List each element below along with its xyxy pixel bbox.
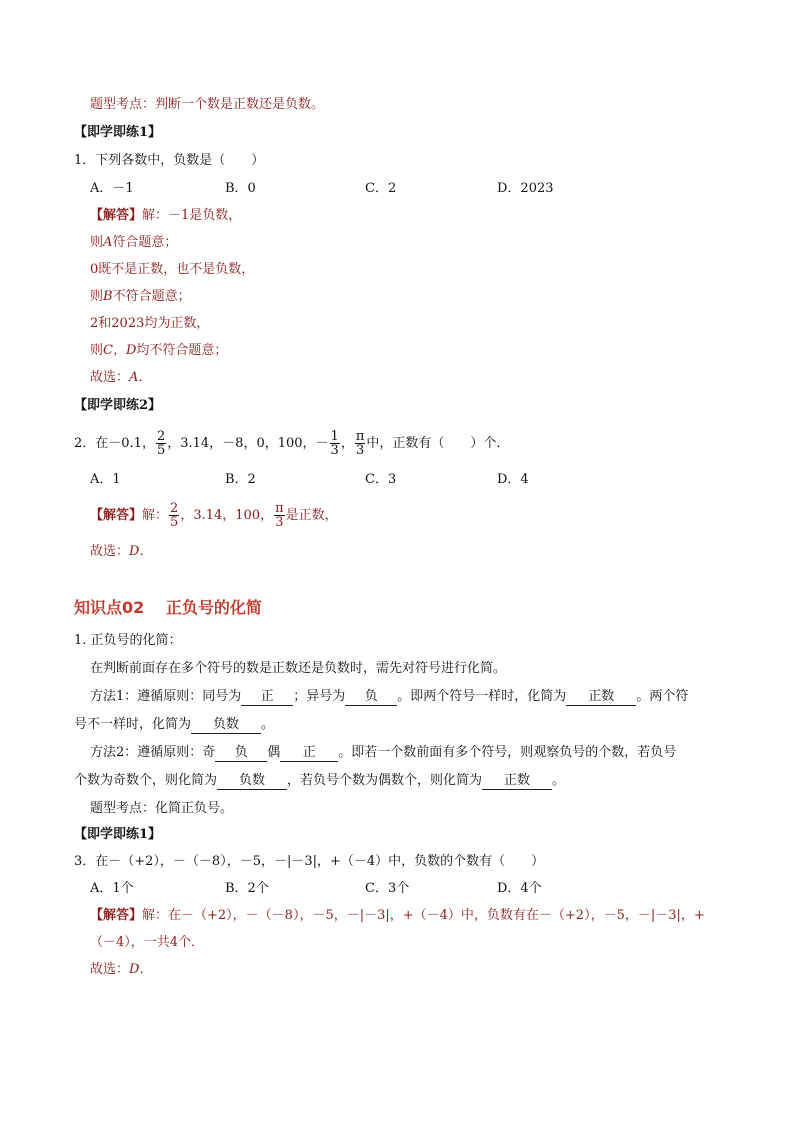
answer-text: 则 <box>90 343 104 358</box>
blank-answer: 负数 <box>217 773 287 790</box>
method-text: 方法1：遵循原则：同号为 <box>90 689 242 704</box>
q1-answer-line4 <box>90 288 191 306</box>
answer-var: A <box>103 235 113 250</box>
method-text: 。即若一个数前面有多个符号，则观察负号的个数，若负号 <box>338 745 677 760</box>
q1-option-a: A．－1 <box>90 181 134 196</box>
q3-answer-select <box>90 961 152 979</box>
answer-text: 解：在－（+2），－（－8），－5，－|－3|，+（－4）中，负数有在－（+2），－5，－|－3|，+ <box>142 908 705 923</box>
q1-option-b: B．0 <box>225 181 256 196</box>
answer-text: 故选： <box>90 962 130 977</box>
answer-label: 【解答】 <box>90 908 143 923</box>
section02-item1: 1. 正负号的化简： <box>74 633 182 648</box>
q3-answer-line1 <box>90 907 705 925</box>
q1-stem: 1．下列各数中，负数是（ ） <box>74 153 265 168</box>
q2-option-b: B．2 <box>225 472 256 487</box>
answer-text: 是正数， <box>285 508 338 523</box>
section02-intro: 在判断前面存在多个符号的数是正数还是负数时，需先对符号进行化简。 <box>90 661 507 676</box>
answer-text: ，3.14，100， <box>180 508 274 523</box>
kaodian-1: 题型考点：判断一个数是正数还是负数。 <box>90 97 325 112</box>
q2-answer <box>90 496 338 536</box>
blank-answer: 正数 <box>566 689 636 706</box>
answer-label: 【解答】 <box>90 208 143 223</box>
fraction-denominator: 5 <box>170 515 179 530</box>
stem-text: ，3.14，－8，0，100，－ <box>167 436 329 451</box>
fraction-numerator: π <box>275 501 284 516</box>
stem-text: ， <box>340 436 354 451</box>
answer-choice: A． <box>129 370 152 385</box>
fraction-pi-3 <box>355 430 366 457</box>
blank-answer: 正数 <box>482 773 552 790</box>
kaodian-2: 题型考点：化简正负号。 <box>90 801 234 816</box>
q1-answer-line5: 2和2023均为正数， <box>90 316 210 331</box>
method2-line2 <box>74 772 565 790</box>
q1-option-c: C．2 <box>365 181 397 196</box>
fraction-denominator: 3 <box>275 515 284 530</box>
method-text: ；异号为 <box>293 689 346 704</box>
q2-option-d: D．4 <box>497 472 529 487</box>
fraction-numerator: 2 <box>156 429 166 444</box>
answer-text: 故选： <box>90 370 130 385</box>
q1-answer-select <box>90 369 151 387</box>
answer-var: C，D <box>103 343 137 358</box>
answer-label: 【解答】 <box>90 508 143 523</box>
q1-answer-line6 <box>90 342 227 360</box>
q2-option-a: A．1 <box>90 472 121 487</box>
q3-option-c: C．3个 <box>365 881 410 896</box>
q1-answer-line1 <box>90 207 241 225</box>
q3-option-a: A．1个 <box>90 881 134 896</box>
answer-text: 故选： <box>90 544 130 559</box>
method-text: 。即两个符号一样时，化简为 <box>397 689 567 704</box>
q3-answer-line2: （－4），一共4个． <box>90 935 205 950</box>
answer-text: 解： <box>142 508 169 523</box>
method-text: 偶 <box>267 745 281 760</box>
answer-var: B <box>103 289 113 304</box>
blank-answer: 负 <box>345 689 397 706</box>
answer-text: 符合题意； <box>112 235 178 250</box>
q1-answer-line2 <box>90 234 177 252</box>
fraction-pi-3 <box>274 502 285 529</box>
answer-text: 则 <box>90 235 104 250</box>
q3-stem: 3．在－（+2），－（－8），－5，－|－3|，+（－4）中，负数的个数有（ ） <box>74 854 545 869</box>
lianxi-label-1: 【即学即练1】 <box>74 125 162 140</box>
answer-text: 解：－1是负数， <box>142 208 242 223</box>
fraction-2-5 <box>156 430 166 457</box>
stem-text: 中，正数有（ ）个． <box>366 436 510 451</box>
blank-answer: 负数 <box>191 717 261 734</box>
q3-option-b: B．2个 <box>225 881 269 896</box>
answer-text: 则 <box>90 289 104 304</box>
fraction-numerator: π <box>355 429 365 444</box>
fraction-numerator: 2 <box>170 501 179 516</box>
answer-choice: D． <box>129 962 153 977</box>
fraction-numerator: 1 <box>330 429 339 444</box>
blank-answer: 正 <box>241 689 293 706</box>
method2-line1 <box>90 744 676 762</box>
fraction-denominator: 3 <box>330 443 339 458</box>
method-text: 方法2：遵循原则：奇 <box>90 745 216 760</box>
method-text: 。 <box>261 717 275 732</box>
answer-choice: D． <box>129 544 153 559</box>
method1-line2 <box>74 716 274 734</box>
answer-text: 不符合题意； <box>112 289 191 304</box>
lianxi-label-3: 【即学即练1】 <box>74 827 162 842</box>
method1-line1 <box>90 688 688 706</box>
method-text: 。 <box>552 773 566 788</box>
blank-answer: 正 <box>280 745 338 762</box>
fraction-2-5 <box>169 502 179 529</box>
method-text: ，若负号个数为偶数个，则化简为 <box>287 773 483 788</box>
q2-answer-select <box>90 543 152 561</box>
method-text: 个数为奇数个，则化简为 <box>74 773 218 788</box>
stem-text: 2．在－0.1， <box>74 436 155 451</box>
q2-option-c: C．3 <box>365 472 397 487</box>
method-text: 号不一样时，化简为 <box>74 717 192 732</box>
q3-option-d: D．4个 <box>497 881 542 896</box>
answer-text: 均不符合题意； <box>136 343 228 358</box>
blank-answer: 负 <box>215 745 267 762</box>
fraction-denominator: 5 <box>156 443 166 458</box>
fraction-denominator: 3 <box>355 443 365 458</box>
q1-answer-line3: 0既不是正数，也不是负数， <box>90 262 255 277</box>
fraction-1-3 <box>330 430 340 457</box>
q2-stem <box>74 424 509 464</box>
method-text: 。两个符 <box>636 689 689 704</box>
section-heading-02: 知识点02 正负号的化简 <box>74 598 262 617</box>
q1-option-d: D．2023 <box>497 181 554 196</box>
lianxi-label-2: 【即学即练2】 <box>74 398 162 413</box>
